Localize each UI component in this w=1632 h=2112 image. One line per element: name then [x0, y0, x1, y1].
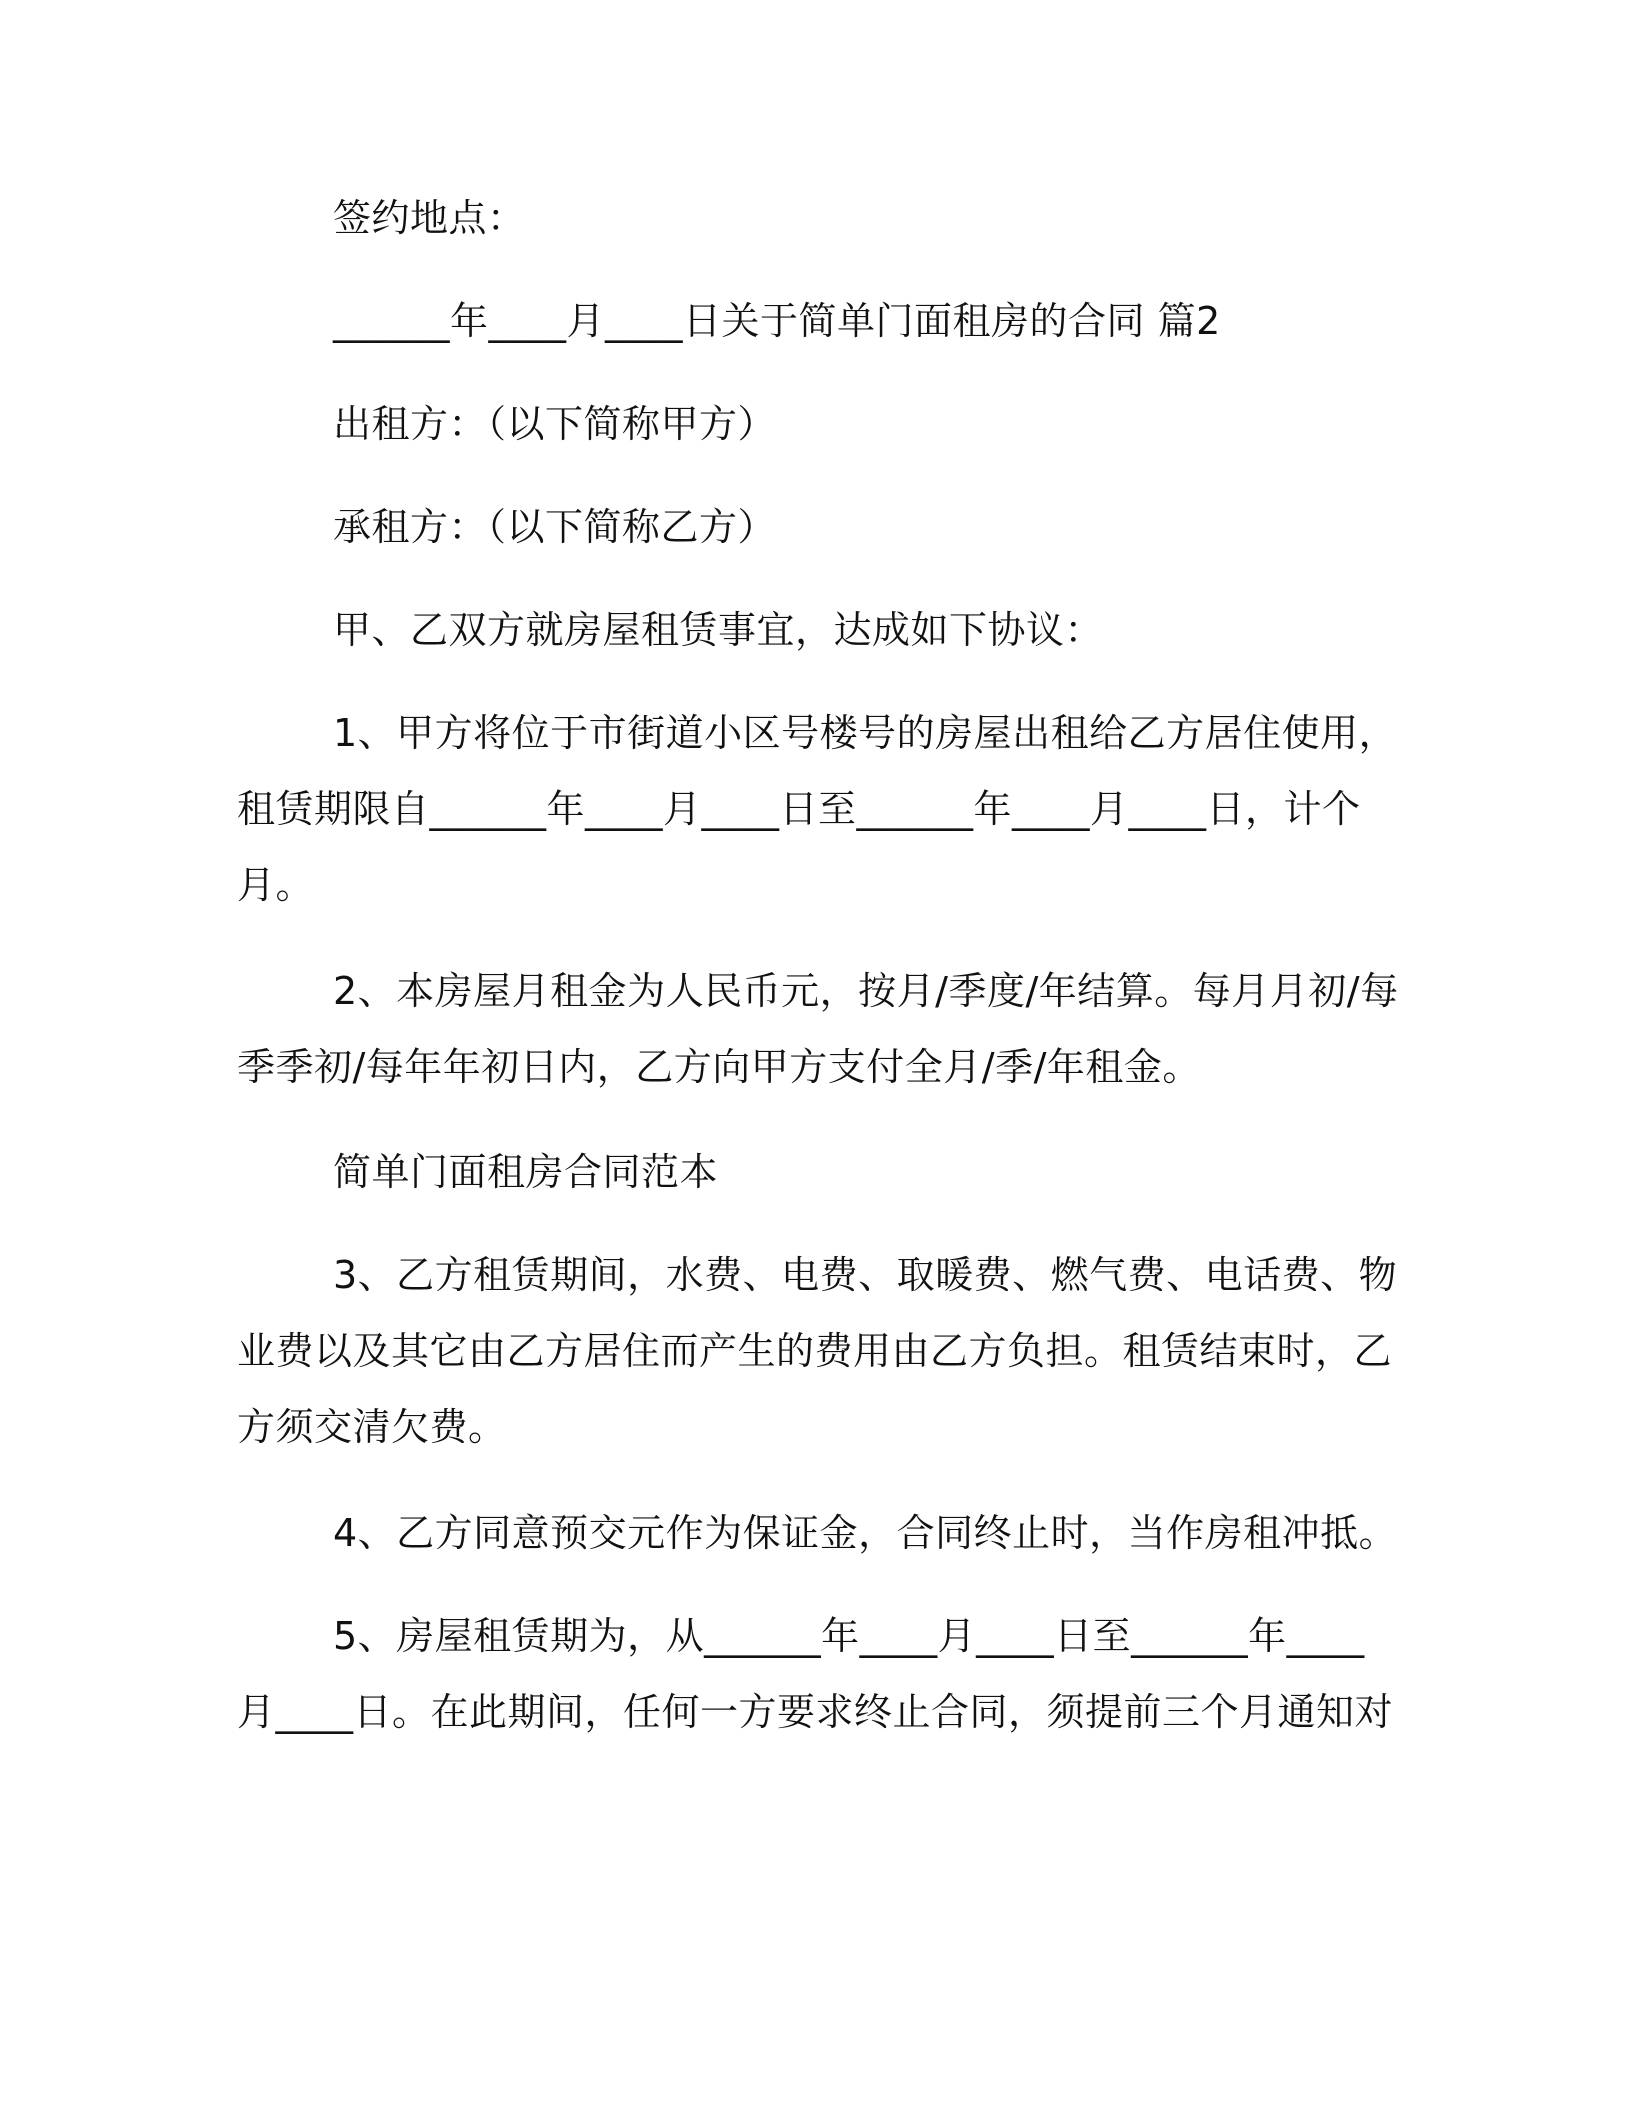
lessor-line	[237, 386, 1397, 462]
clause-5-line-1: 5、房屋租赁期为，从______年____月____日至______年____	[333, 1614, 1365, 1658]
clause-2-line-2: 季季初/每年年初日内，乙方向甲方支付全月/季/年租金。	[237, 1045, 1201, 1089]
clause-4	[237, 1495, 1397, 1571]
lessee-label: 承租方：（以下简称乙方）	[333, 505, 777, 549]
agreement-intro: 甲、乙双方就房屋租赁事宜，达成如下协议：	[333, 608, 1104, 652]
clause-3-line-3: 方须交清欠费。	[237, 1405, 507, 1449]
clause-2-line-1: 2、本房屋月租金为人民币元，按月/季度/年结算。每月月初/每	[333, 969, 1399, 1013]
clause-3-line-1: 3、乙方租赁期间，水费、电费、取暖费、燃气费、电话费、物	[333, 1253, 1398, 1297]
clause-4-line-1: 4、乙方同意预交元作为保证金，合同终止时，当作房租冲抵。	[333, 1511, 1398, 1555]
lessee-line	[237, 489, 1397, 565]
clause-2	[237, 953, 1397, 1105]
contract-title-line	[237, 283, 1397, 359]
contract-title: ______年____月____日关于简单门面租房的合同 篇2	[333, 299, 1221, 343]
clause-1-line-3: 月。	[237, 863, 315, 907]
clause-1	[237, 695, 1397, 923]
subheading: 简单门面租房合同范本	[333, 1150, 719, 1194]
lessor-label: 出租方：（以下简称甲方）	[333, 402, 777, 446]
clause-1-line-1: 1、甲方将位于市街道小区号楼号的房屋出租给乙方居住使用，	[333, 711, 1398, 755]
clause-3	[237, 1237, 1397, 1465]
signing-place-line	[237, 180, 1397, 256]
agreement-intro-line	[237, 592, 1397, 668]
clause-5-line-2: 月____日。在此期间，任何一方要求终止合同，须提前三个月通知对	[237, 1690, 1394, 1734]
clause-3-line-2: 业费以及其它由乙方居住而产生的费用由乙方负担。租赁结束时，乙	[237, 1329, 1393, 1373]
signing-place: 签约地点：	[333, 196, 526, 240]
clause-1-line-2: 租赁期限自______年____月____日至______年____月____日，计个	[237, 787, 1361, 831]
subheading-line	[237, 1134, 1397, 1210]
clause-5	[237, 1598, 1397, 1750]
